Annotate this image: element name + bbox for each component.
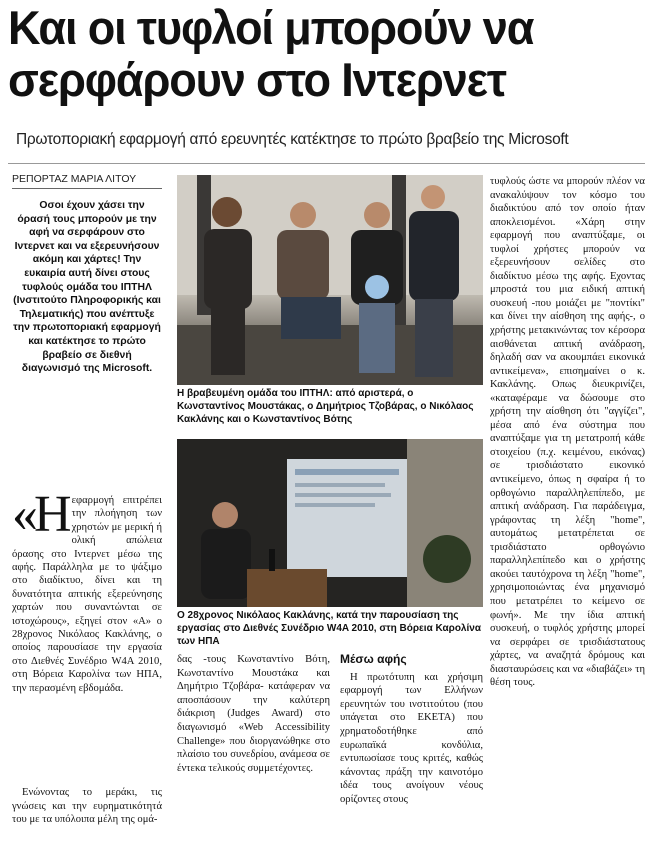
headline: Και οι τυφλοί μπορούν να σερφάρουν στο Ιντερνετ xyxy=(8,1,534,106)
subhead: Πρωτοποριακή εφαρμογή από ερευνητές κατέκτησε το πρώτο βραβείο της Microsoft xyxy=(16,131,569,148)
presentation-photo xyxy=(177,439,483,607)
photo-caption-2: Ο 28χρονος Νικόλαος Κακλάνης, κατά την παρουσίαση της εργασίας στο Διεθνές Συνέδριο W4A 2010, στη Βόρεια Καρολίνα των ΗΠΑ xyxy=(177,610,481,647)
body-paragraph: εφαρμογή επιτρέπει την πλοήγηση των χρηστών με μερική ή ολική απώλεια όρασης στο Ιντερνετ μέσω της αφής. Παράλληλα με το ψάξιμο στο διαδίκτυο, δίνει και τη δυνατότητα απτικής εξερεύνησης χαρτών που συναντώνται σε ιστοχώρους», εξηγεί στον «Α» ο 28χρονος Νικόλαος Κακλάνης, ο οποίος παρουσίασε την εργασία στο Διεθνές Συνέδριο W4A 2010, στη Βόρεια Καρολίνα των ΗΠΑ, την περασμένη εβδομάδα. xyxy=(12,495,162,694)
body-column-1 xyxy=(12,486,162,695)
dropcap: «Η xyxy=(12,486,68,543)
section-heading: Μέσω αφής xyxy=(340,652,407,666)
lead-paragraph: Οσοι έχουν χάσει την όρασή τους μπορούν με την αφή να σερφάρουν στο Ιντερνετ και να εξερευνήσουν ακόμη και χάρτες! Την ευκαιρία αυτή δίνει στους τυφλούς ομάδα του ΙΠΤΗΛ (Ινστιτούτο Πληροφορικής και Τηλεματικής) που ανέπτυξε την πρωτοποριακή εφαρμογή και κατέκτησε το πρώτο βραβείο σε διεθνή διαγωνισμό της Microsoft. xyxy=(13,200,161,375)
body-column-3 xyxy=(340,653,483,807)
body-column-2 xyxy=(177,653,330,775)
lead-column xyxy=(12,199,162,376)
divider xyxy=(8,163,645,164)
body-paragraph: Η πρωτότυπη και χρήσιμη εφαρμογή των Ελλήνων ερευνητών του ινστιτούτου (που υπάγεται στο ΕΚΕΤΑ) που χρηματοδοτήθηκε από ευρωπαϊκά κονδύλια, εντυπωσίασε τους κριτές, καθώς κάνοντας πράξη την καινοτόμο ιδέα τους ανοίγουν νέους ορίζοντες στους xyxy=(340,671,483,805)
team-photo xyxy=(177,175,483,385)
body-column-1-continued xyxy=(12,786,162,827)
body-column-4 xyxy=(490,175,645,690)
body-paragraph: τυφλούς ώστε να μπορούν πλέον να ανακαλύψουν τον κόσμο του διαδικτύου από τον οποίο ήταν αποκλεισμένοι. «Χάρη στην εφαρμογή που αναπτύξαμε, οι τυφλοί χρήστες μπορούν να εξερευνήσουν σελίδες στο διαδίκτυο μέσω της αφής. Εχοντας μπροστά του μια ειδική απτική συσκευή -που μοιάζει με "ποντίκι" και δίνει την αίσθηση της αφής-, ο χρήστης μετακινώντας τον κέρσορα αισθάνεται απτική ανάδραση, δηλαδή σαν να ακουμπάει εικονικά αντικείμενα», επισημαίνει ο κ. Κακλάνης. Οπως διευκρινίζει, «καταφέραμε να δώσουμε στο χρήστη την αίσθηση ότι "αγγίζει", μέσα από ένα σύστημα που αναπτύξαμε για τη μετατροπή κάθε στοιχείου (π.χ. κειμένου, εικόνας) σε τρισδιάστατο εικονικό αντικείμενο, όπως η σφαίρα ή το ορθογώνιο παραλληλεπίπεδο, με απτική ανάδραση. Για παράδειγμα, γράφοντας τη λέξη "home", αυτομάτως μετατρέπεται σε τρισδιάστατο ορθογώνιο παραλληλεπίπεδο και ο χρήστης ακούει ταυτόχρονα τη λέξη "home", χρησιμοποιώντας ένα μηχανισμό που μετατρέπει το κείμενο σε φωνή». Με την ίδια απτική συσκευή, ο τυφλός χρήστης μπορεί να σερφάρει σε τρισδιάστατους χάρτες, να αναζητά δρόμους και διασταυρώσεις και να «διαβάζει» τη θέση τους. xyxy=(490,176,645,689)
body-paragraph: δας -τους Κωνσταντίνο Βότη, Κωνσταντίνο Μουστάκα και Δημήτριο Τζοβάρα- κατάφεραν να αποσπάσουν την καλύτερη διάκριση (Judges Award) στο διαγωνισμό «Web Accessibility Challenge» που διοργανώθηκε στο πλαίσιο του συνεδρίου, ανάμεσα σε έντεκα τελικούς συμμετέχοντες. xyxy=(177,654,330,774)
body-paragraph: Ενώνοντας το μεράκι, τις γνώσεις και την ευρηματικότητά του με τα υπόλοιπα μέλη της ομά- xyxy=(12,787,162,826)
photo-caption-1: Η βραβευμένη ομάδα του ΙΠΤΗΛ: από αριστερά, ο Κωνσταντίνος Μουστάκας, ο Δημήτριος Τζοβάρας, ο Νικόλαος Κακλάνης και ο Κωνσταντίνος Βότης xyxy=(177,388,474,425)
presentation-photo-illustration xyxy=(177,439,483,607)
byline: ΡΕΠΟΡΤΑΖ ΜΑΡΙΑ ΛΙΤΟΥ xyxy=(12,173,162,189)
team-photo-illustration xyxy=(177,175,483,385)
